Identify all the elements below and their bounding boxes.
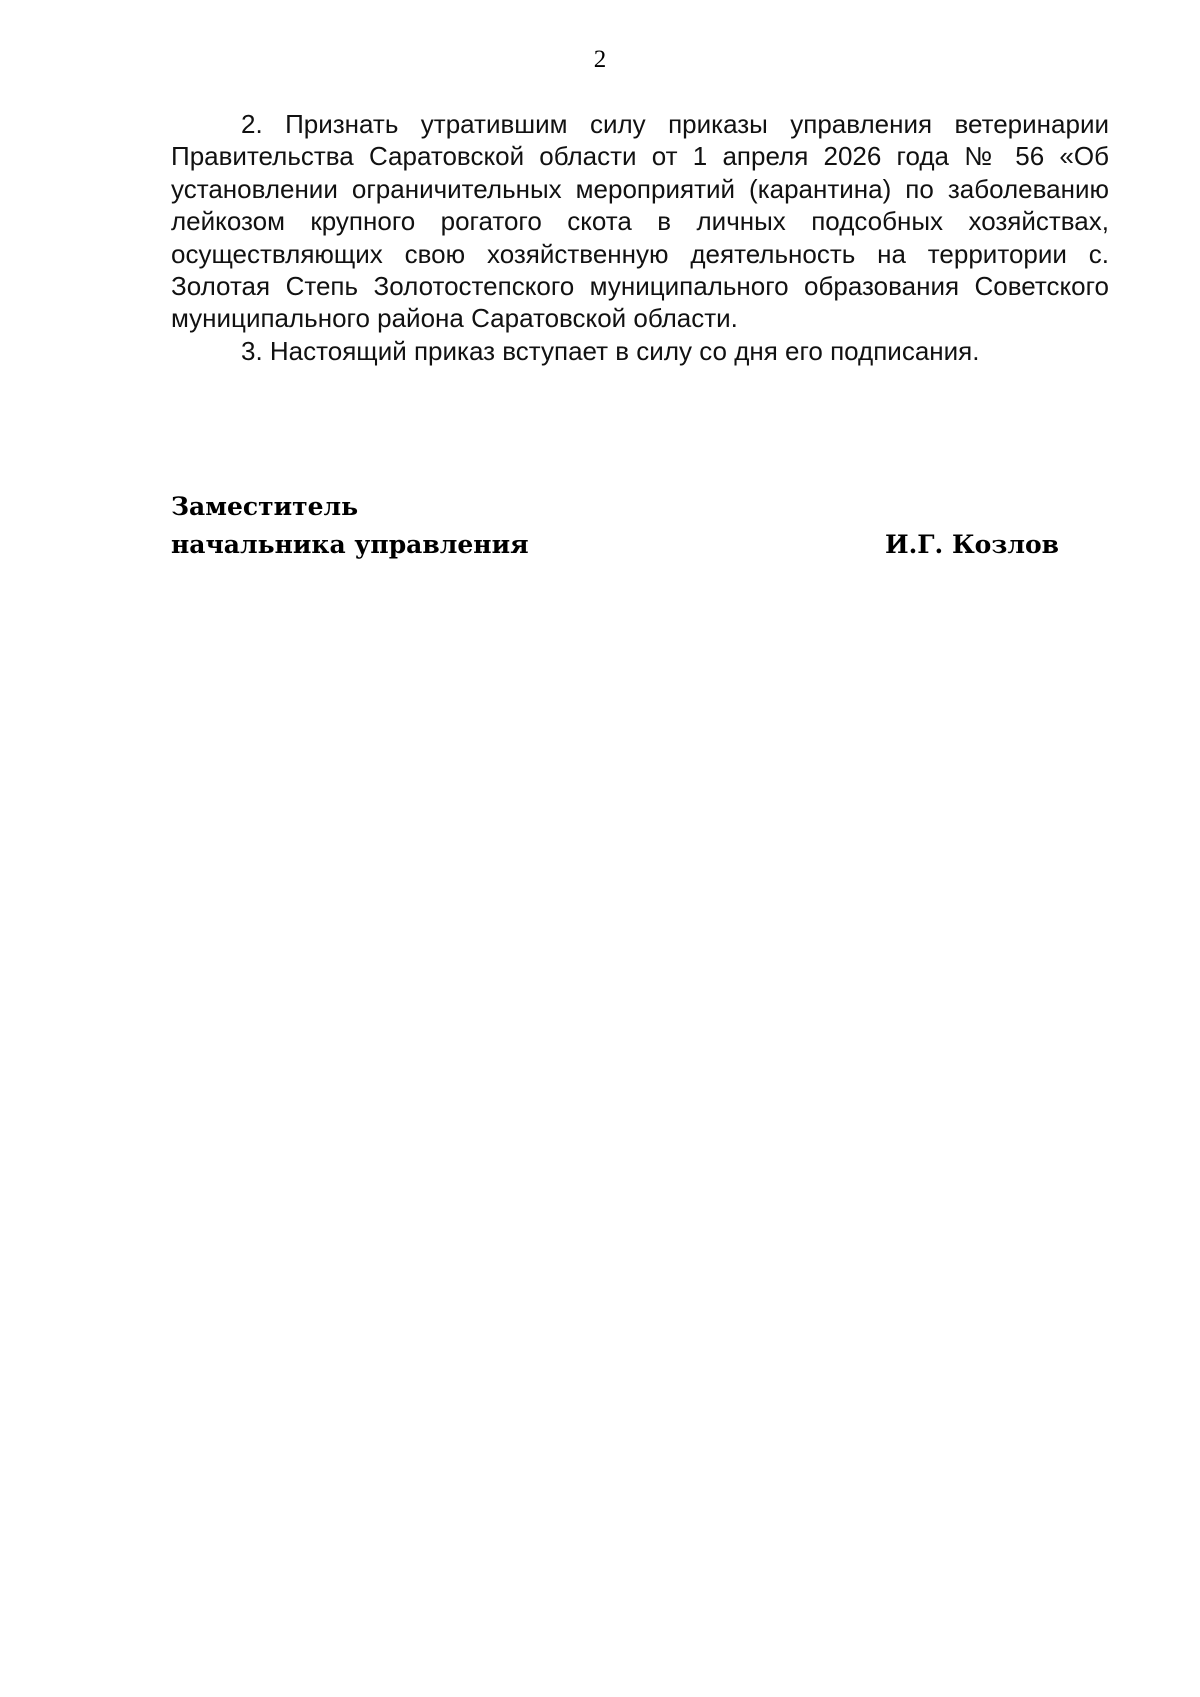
signature-row-2 (171, 526, 1059, 564)
signature-block (171, 488, 1059, 564)
signature-row-1 (171, 488, 1059, 526)
paragraph-3: 3. Настоящий приказ вступает в силу со дня его подписания. (241, 335, 980, 366)
signatory-position-line-2: начальника управления (171, 530, 529, 559)
signatory-position-line-1: Заместитель (171, 492, 359, 521)
paragraph-2: 2. Признать утратившим силу приказы управления ветеринарии Правительства Саратовской области от 1 апреля 2026 года № 56 «Об установлении ограничительных мероприятий (карантина) по заболеванию лейкозом крупного рогатого скота в личных подсобных хозяйствах, осуществляющих свою хозяйственную деятельность на территории с. Золотая Степь Золотостепского муниципального образования Советского муниципального района Саратовской области. (171, 109, 1109, 334)
document-body (171, 108, 1109, 367)
signatory-name: И.Г. Козлов (884, 530, 1059, 559)
page-number: 2 (593, 46, 607, 73)
